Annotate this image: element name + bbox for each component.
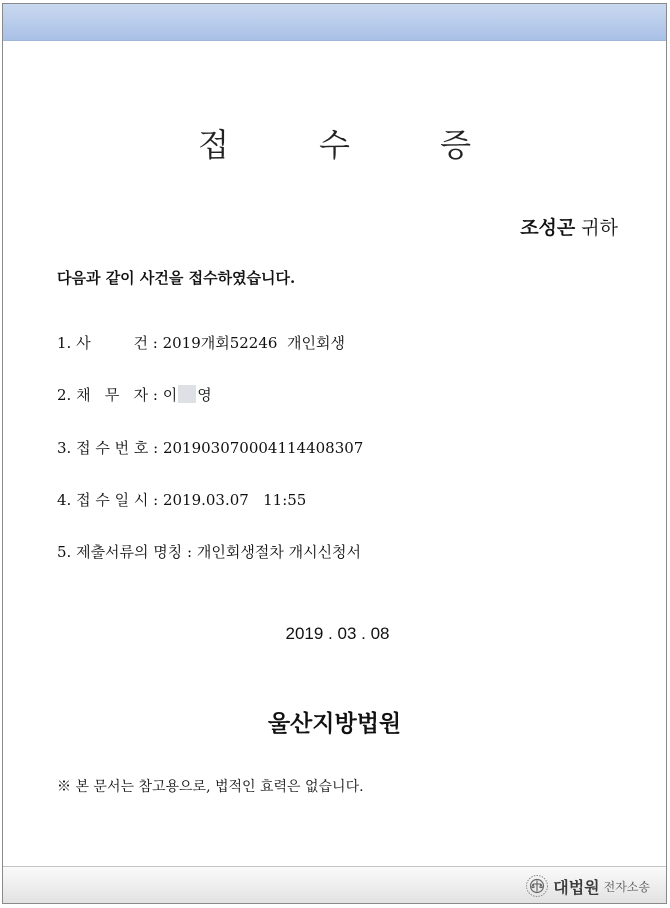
- footer-bar: [3, 866, 666, 903]
- item-label: 2. 채 무 자 :: [57, 386, 163, 404]
- debtor-name-prefix: 이: [162, 386, 178, 404]
- item-value: 2019.03.07 11:55: [162, 491, 307, 509]
- document-title: 접 수 증: [197, 126, 512, 164]
- item-value: 2019개회52246 개인회생: [162, 334, 345, 352]
- supreme-court-emblem-icon: [525, 874, 549, 898]
- item-label: 3. 접 수 번 호 :: [57, 439, 163, 457]
- issue-date: 2019 . 03 . 08: [285, 624, 390, 643]
- item-label: 1. 사 건 :: [57, 334, 163, 352]
- recipient-suffix: 귀하: [575, 217, 618, 239]
- title-bar: [3, 4, 666, 41]
- item-receipt-datetime: [57, 489, 306, 510]
- recipient: [520, 213, 618, 240]
- item-debtor: [57, 384, 212, 405]
- footer-brand: [525, 874, 650, 898]
- intro-text: 다음과 같이 사건을 접수하였습니다.: [57, 269, 296, 287]
- item-document-name: [57, 541, 361, 562]
- redaction-mask: [178, 385, 196, 403]
- item-case: [57, 332, 345, 353]
- document-window: [2, 3, 667, 904]
- recipient-name: 조성곤: [520, 217, 576, 239]
- debtor-name-suffix: 영: [197, 386, 212, 404]
- court-name: 울산지방법원: [267, 710, 402, 737]
- item-value: 20190307000411440830​7: [162, 439, 364, 457]
- item-label: 4. 접 수 일 시 :: [57, 491, 163, 509]
- item-label: 5. 제출서류의 명칭 :: [57, 543, 197, 561]
- brand-sub: 전자소송: [603, 879, 650, 894]
- item-value: 개인회생절차 개시신청서: [196, 543, 362, 561]
- disclaimer-note: ※ 본 문서는 참고용으로, 법적인 효력은 없습니다.: [57, 779, 364, 795]
- brand-main: 대법원: [553, 879, 600, 897]
- item-receipt-number: [57, 437, 363, 458]
